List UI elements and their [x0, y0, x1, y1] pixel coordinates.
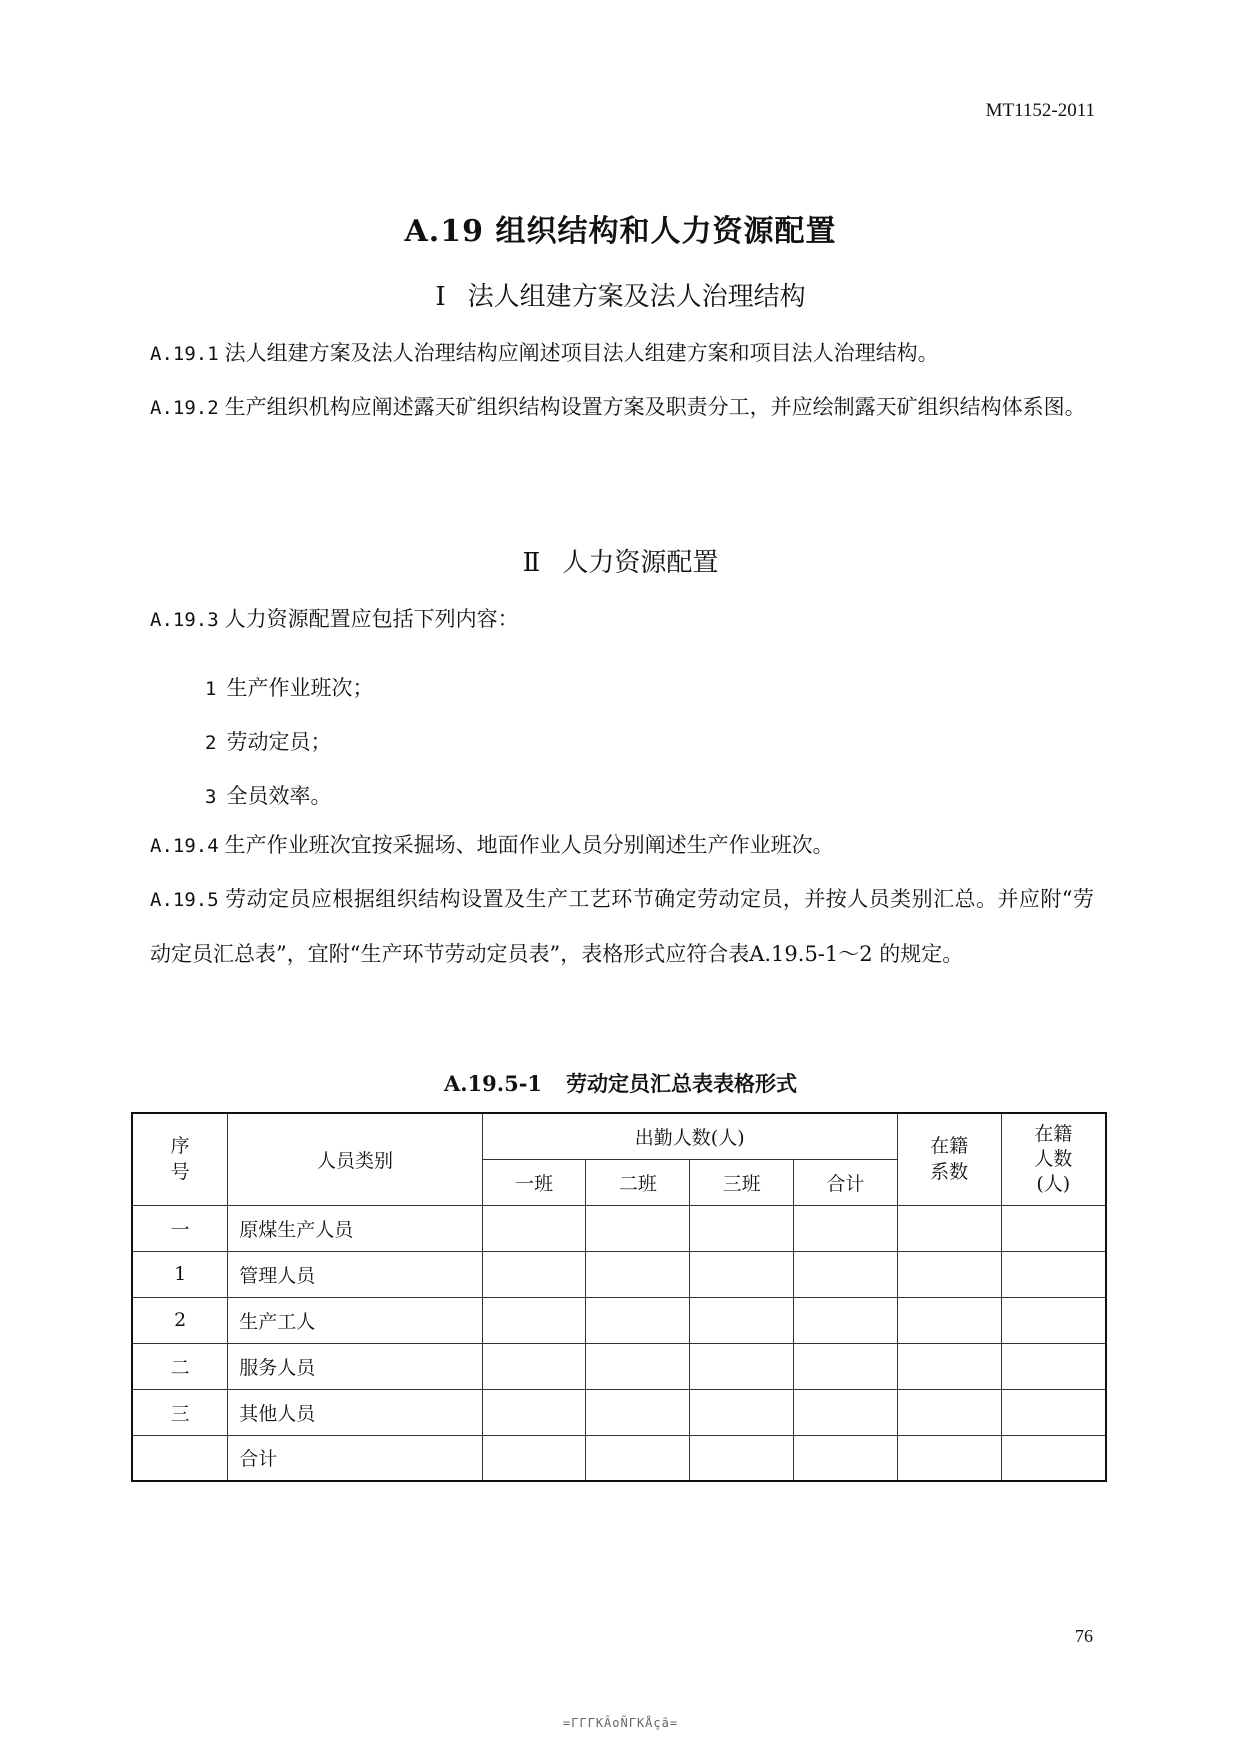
empty-cell [482, 1297, 586, 1343]
empty-cell [793, 1343, 897, 1389]
row-category: 原煤生产人员 [228, 1205, 482, 1251]
clause-a19-2-text: 生产组织机构应阐述露天矿组织结构设置方案及职责分工，并应绘制露天矿组织结构体系图。 [224, 395, 1086, 419]
appendix-title: A.19 组织结构和人力资源配置 [404, 214, 837, 249]
header-subtotal: 合计 [793, 1159, 897, 1205]
list-item [205, 780, 331, 810]
header-shift-1: 一班 [482, 1159, 586, 1205]
list-item [205, 672, 373, 702]
empty-cell [690, 1343, 794, 1389]
empty-cell [690, 1389, 794, 1435]
header-coef: 在籍系数 [897, 1113, 1001, 1205]
empty-cell [793, 1297, 897, 1343]
clause-a19-2 [150, 380, 1094, 435]
table-row [132, 1297, 1106, 1343]
table-caption-text: 劳动定员汇总表表格形式 [566, 1071, 798, 1096]
page-number: 76 [1075, 1626, 1093, 1646]
row-category: 管理人员 [228, 1251, 482, 1297]
empty-cell [482, 1205, 586, 1251]
empty-cell [793, 1251, 897, 1297]
section-heading-1 [0, 276, 1241, 313]
table-caption [0, 1068, 1241, 1098]
empty-cell [897, 1205, 1001, 1251]
empty-cell [586, 1251, 690, 1297]
empty-cell [897, 1297, 1001, 1343]
list-item [205, 726, 331, 756]
header-seq: 序号 [132, 1113, 228, 1205]
list-item-number: 1 [205, 678, 217, 700]
row-seq [132, 1435, 228, 1481]
clause-a19-2-number: A.19.2 [150, 397, 219, 419]
clause-a19-3 [150, 592, 1094, 647]
row-seq: 2 [132, 1297, 228, 1343]
clause-a19-4-text: 生产作业班次宜按采掘场、地面作业人员分别阐述生产作业班次。 [224, 833, 834, 857]
list-item-text: 劳动定员； [226, 730, 332, 754]
empty-cell [1001, 1251, 1106, 1297]
empty-cell [897, 1343, 1001, 1389]
table-row [132, 1205, 1106, 1251]
empty-cell [793, 1435, 897, 1481]
empty-cell [1001, 1205, 1106, 1251]
section-2-title: 人力资源配置 [562, 548, 719, 578]
list-item-text: 生产作业班次； [226, 676, 374, 700]
clause-a19-1 [150, 326, 1094, 381]
clause-a19-4-number: A.19.4 [150, 835, 219, 857]
row-category: 生产工人 [228, 1297, 482, 1343]
row-seq: 二 [132, 1343, 228, 1389]
list-item-number: 3 [205, 786, 217, 808]
list-item-text: 全员效率。 [226, 784, 332, 808]
empty-cell [482, 1251, 586, 1297]
header-category: 人员类别 [228, 1113, 482, 1205]
empty-cell [1001, 1435, 1106, 1481]
table-row [132, 1435, 1106, 1481]
list-item-number: 2 [205, 732, 217, 754]
row-seq: 1 [132, 1251, 228, 1297]
table-row [132, 1389, 1106, 1435]
section-heading-2 [0, 542, 1241, 579]
clause-a19-5-number: A.19.5 [150, 889, 219, 911]
section-1-roman: Ⅰ [435, 282, 446, 312]
clause-a19-5-text: 劳动定员应根据组织结构设置及生产工艺环节确定劳动定员，并按人员类别汇总。并应附“劳动定员汇总表”，宜附“生产环节劳动定员表”，表格形式应符合表A.19.5-1～2 的规定。 [150, 887, 1094, 966]
empty-cell [586, 1205, 690, 1251]
header-shift-3: 三班 [690, 1159, 794, 1205]
clause-a19-1-number: A.19.1 [150, 343, 219, 365]
empty-cell [586, 1389, 690, 1435]
table-caption-number: A.19.5-1 [443, 1071, 543, 1096]
empty-cell [690, 1251, 794, 1297]
table-row [132, 1343, 1106, 1389]
section-1-title: 法人组建方案及法人治理结构 [467, 282, 806, 312]
header-attendance: 出勤人数(人) [482, 1113, 897, 1159]
empty-cell [793, 1389, 897, 1435]
section-2-roman: Ⅱ [522, 548, 541, 578]
empty-cell [586, 1297, 690, 1343]
empty-cell [897, 1389, 1001, 1435]
empty-cell [586, 1343, 690, 1389]
clause-a19-5 [150, 872, 1094, 981]
empty-cell [482, 1343, 586, 1389]
empty-cell [1001, 1389, 1106, 1435]
standard-code: MT1152-2011 [985, 100, 1095, 121]
empty-cell [793, 1205, 897, 1251]
header-enrolled: 在籍人数(人) [1001, 1113, 1106, 1205]
staffing-summary-table [131, 1112, 1107, 1482]
row-category: 服务人员 [228, 1343, 482, 1389]
empty-cell [690, 1435, 794, 1481]
empty-cell [482, 1435, 586, 1481]
clause-a19-3-number: A.19.3 [150, 609, 219, 631]
clause-a19-3-text: 人力资源配置应包括下列内容： [224, 607, 519, 631]
header-shift-2: 二班 [586, 1159, 690, 1205]
row-seq: 三 [132, 1389, 228, 1435]
empty-cell [690, 1297, 794, 1343]
row-category: 其他人员 [228, 1389, 482, 1435]
clause-a19-1-text: 法人组建方案及法人治理结构应阐述项目法人组建方案和项目法人治理结构。 [224, 341, 939, 365]
clause-a19-4 [150, 818, 1094, 873]
empty-cell [586, 1435, 690, 1481]
row-category: 合计 [228, 1435, 482, 1481]
empty-cell [897, 1251, 1001, 1297]
footer-watermark: =ΓΓΓKÃoÑΓKÅçã= [562, 1716, 679, 1730]
table-row [132, 1251, 1106, 1297]
empty-cell [897, 1435, 1001, 1481]
row-seq: 一 [132, 1205, 228, 1251]
empty-cell [1001, 1297, 1106, 1343]
empty-cell [482, 1389, 586, 1435]
empty-cell [1001, 1343, 1106, 1389]
empty-cell [690, 1205, 794, 1251]
